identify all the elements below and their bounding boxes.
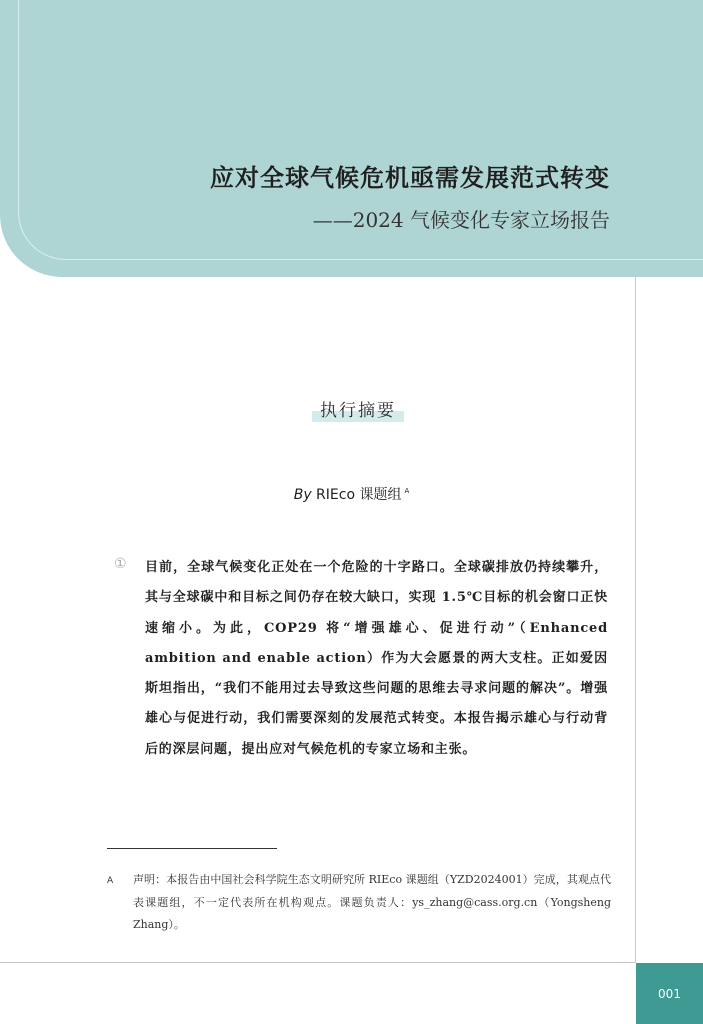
header-band — [0, 0, 703, 277]
footnote-divider — [107, 848, 277, 849]
footnote-text: 声明：本报告由中国社会科学院生态文明研究所 RIEco 课题组（YZD2024001）完成，其观点代表课题组，不一定代表所在机构观点。课题负责人：ys_zhang@cass.org.cn（Yongsheng Zhang）。 — [133, 873, 611, 931]
report-title: 应对全球气候危机亟需发展范式转变 — [210, 164, 610, 192]
byline-by: By — [293, 487, 312, 503]
byline — [0, 484, 703, 504]
summary-paragraph: 目前，全球气候变化正处在一个危险的十字路口。全球碳排放仍持续攀升，其与全球碳中和目标之间仍存在较大缺口，实现 1.5℃目标的机会窗口正快速缩小。为此，COP29 将“增强雄心、促进行动”（Enhanced ambition and enable action）作为大会愿景的两大支柱。正如爱因斯坦指出，“我们不能用过去导致这些问题的思维去寻求问题的解决”。增强雄心与促进行动，我们需要深刻的发展范式转变。本报告揭示雄心与行动背后的深层问题，提出应对气候危机的专家立场和主张。 — [145, 560, 608, 757]
byline-author: RIEco 课题组 — [311, 487, 402, 503]
footnote-reference[interactable]: A — [404, 487, 410, 495]
bottom-margin-rule — [0, 962, 636, 963]
circled-one-icon: ① — [114, 556, 127, 572]
page-number: 001 — [636, 963, 703, 1024]
right-margin-rule — [635, 277, 636, 963]
footnote-mark: A — [107, 876, 114, 886]
report-subtitle: ——2024 气候变化专家立场报告 — [312, 208, 610, 232]
section-title: 执行摘要 — [312, 396, 404, 422]
